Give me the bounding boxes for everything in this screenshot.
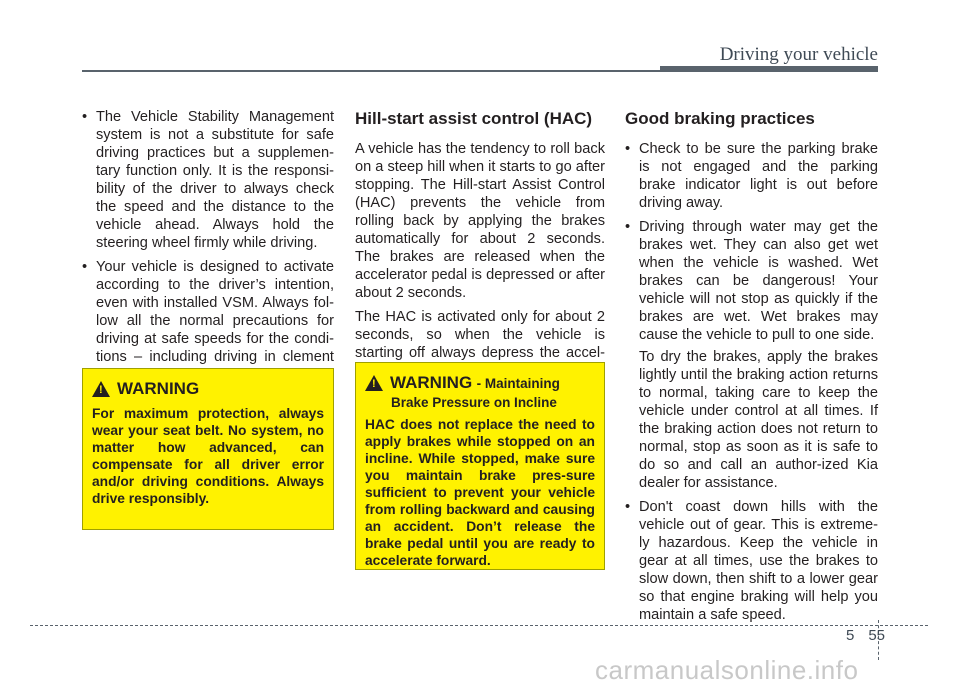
section-title: Driving your vehicle xyxy=(719,44,878,65)
list-item: • Check to be sure the parking brake is not engaged and the parking brake indicator light is out before driving away. xyxy=(625,140,878,212)
list-item-continuation: To dry the brakes, apply the brakes lightly until the braking action returns to normal, taking care to keep the vehicle under control at all times. If the braking action does not return to normal, stop as soon as it is safe to do so and call an author-ized Kia dealer for assistance. xyxy=(639,349,878,491)
hac-heading: Hill-start assist control (HAC) xyxy=(355,109,593,128)
header-rule-thin xyxy=(82,70,662,72)
list-item: • The Vehicle Stability Management system is not a substitute for safe driving practices but a supplemen-tary function only. It is the responsi-bility of the driver to always check the speed and the distance to the vehicle ahead. Always hold the steering wheel firmly while driving. xyxy=(82,108,334,252)
warning-title: WARNING xyxy=(390,373,473,392)
warning-subtitle-line2: Brake Pressure on Incline xyxy=(391,395,557,410)
warning-subtitle: - Maintaining xyxy=(476,376,560,391)
hac-paragraph: A vehicle has the tendency to roll back on a steep hill when it starts to go after stopping. The Hill-start Assist Control (HAC) prevents the vehicle from rolling back by applying the brakes automatically for about 2 seconds. The brakes are released when the accelerator pedal is depressed or after about 2 seconds. xyxy=(355,141,605,301)
vsm-bullet-list xyxy=(82,108,334,384)
watermark: carmanualsonline.info xyxy=(595,655,859,685)
warning-title: WARNING xyxy=(117,379,200,398)
column-3 xyxy=(625,108,878,630)
list-item: • Your vehicle is designed to activate according to the driver’s intention, even with installed VSM. Always fol-low all the normal precautions for driving at safe speeds for the condi-tions – including driving in clement xyxy=(82,258,334,384)
warning-text: For maximum protection, always wear your seat belt. No system, no matter how advanced, can compensate for all driver error and/or driving conditions. Always drive responsibly. xyxy=(92,406,324,506)
hac-paragraph: The HAC is activated only for about 2 seconds, so when the vehicle is starting off always depress the accel- xyxy=(355,309,605,361)
warning-text: HAC does not replace the need to apply brakes while stopped on an incline. While stopped, make sure you maintain brake pres-sure sufficient to prevent your vehicle from rolling backward and causing an accident. Don’t release the brake pedal until you are ready to accelerate forward. xyxy=(365,417,595,568)
list-item: • Don't coast down hills with the vehicle out of gear. This is extreme-ly hazardous. Keep the vehicle in gear at all times, use the brakes to slow down, then shift to a lower gear so that engine braking will help you maintain a safe speed. xyxy=(625,498,878,624)
warning-triangle-icon: ! xyxy=(365,375,383,391)
footer-dashed-rule xyxy=(30,625,928,626)
page-number xyxy=(846,627,885,644)
braking-heading: Good braking practices xyxy=(625,109,815,128)
braking-bullet-list xyxy=(625,140,878,344)
header-rule-thick xyxy=(660,66,878,72)
column-2 xyxy=(355,108,605,380)
chapter-number: 5 xyxy=(846,627,855,644)
warning-triangle-icon: ! xyxy=(92,381,110,397)
list-item: • Driving through water may get the brakes wet. They can also get wet when the vehicle is washed. Wet brakes can be dangerous! Your vehicle will not stop as quickly if the brakes are wet. Wet brakes may cause the vehicle to pull to one side. xyxy=(625,218,878,344)
warning-box-seat-belt xyxy=(82,368,334,530)
warning-box-hac xyxy=(355,362,605,570)
page-number-value: 55 xyxy=(868,627,886,644)
column-1 xyxy=(82,108,334,390)
braking-bullet-list-2 xyxy=(625,498,878,624)
warning-header xyxy=(92,379,324,399)
warning-header xyxy=(365,373,595,393)
